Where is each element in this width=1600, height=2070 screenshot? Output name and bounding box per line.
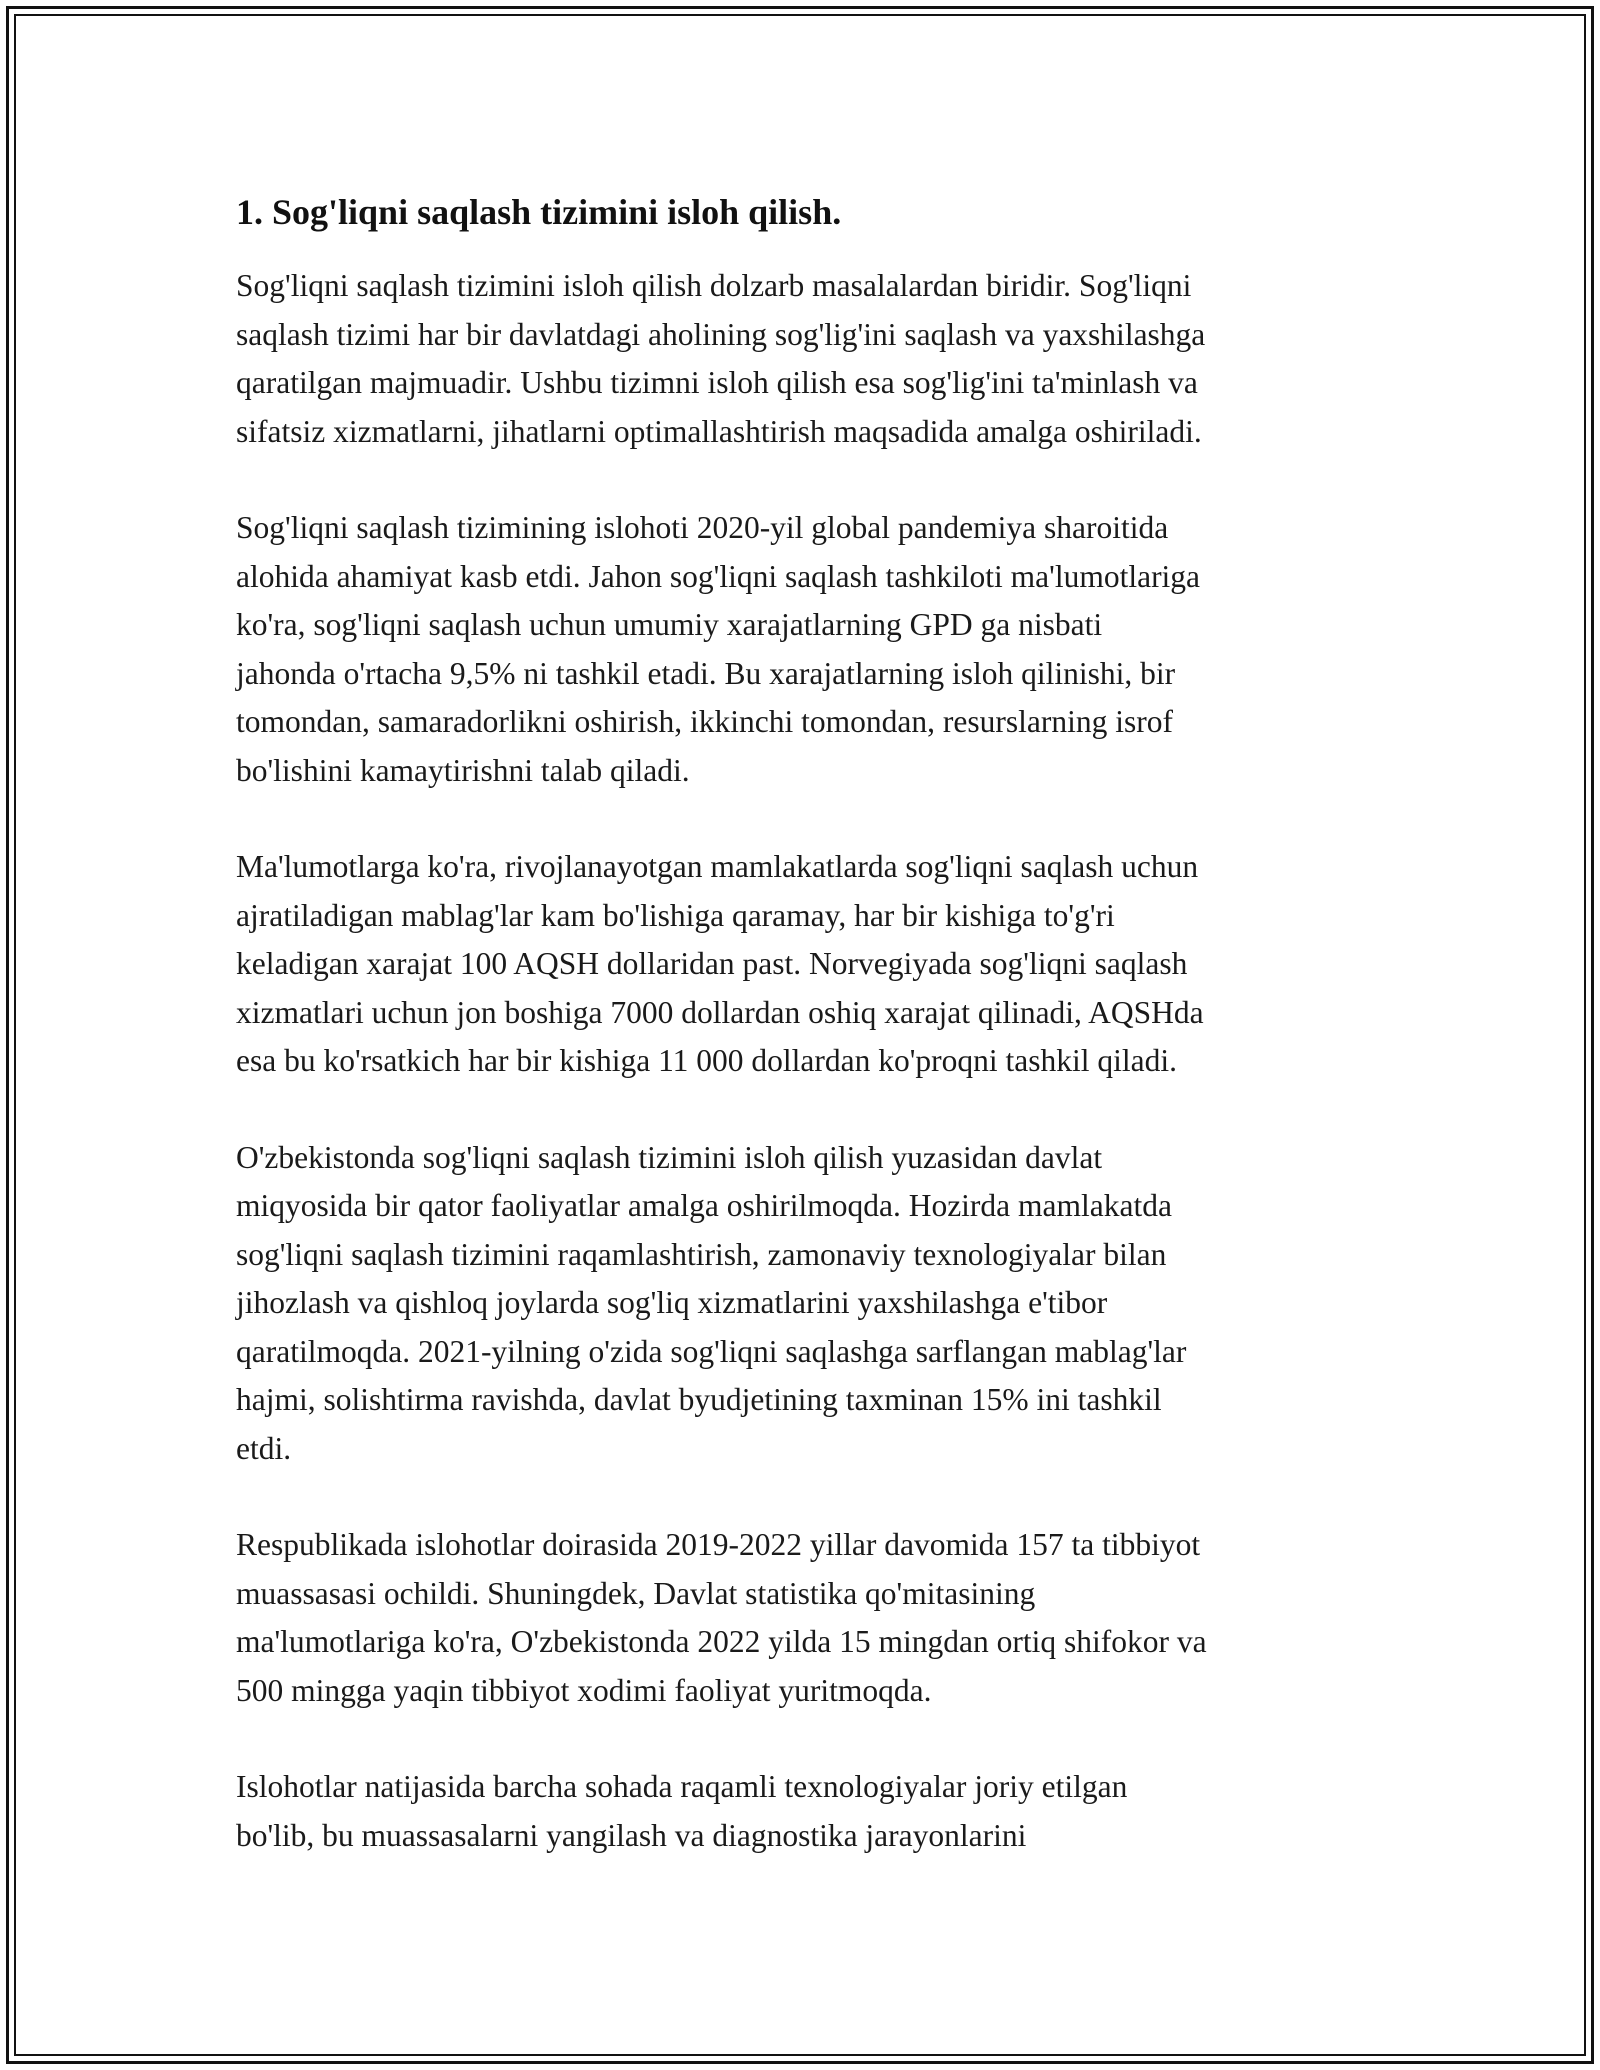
- paragraph-6: [236, 1763, 1386, 1860]
- paragraph-line: qaratilgan majmuadir. Ushbu tizimni isloh qilish esa sog'lig'ini ta'minlash va: [236, 365, 1198, 400]
- paragraph-line: Islohotlar natijasida barcha sohada raqamli texnologiyalar joriy etilgan: [236, 1769, 1128, 1804]
- paragraph-line: miqyosida bir qator faoliyatlar amalga oshirilmoqda. Hozirda mamlakatda: [236, 1188, 1172, 1223]
- paragraph-line: xizmatlari uchun jon boshiga 7000 dollardan oshiq xarajat qilinadi, AQSHda: [236, 994, 1204, 1030]
- paragraph-line: sog'liqni saqlash tizimini raqamlashtirish, zamonaviy texnologiyalar bilan: [236, 1236, 1167, 1272]
- paragraph-2: [236, 504, 1386, 795]
- paragraph-line: 500 mingga yaqin tibbiyot xodimi faoliyat yuritmoqda.: [236, 1672, 932, 1708]
- document-body: [236, 188, 1386, 1908]
- paragraph-line: bo'lishini kamaytirishni talab qiladi.: [236, 752, 690, 788]
- paragraph-line: qaratilmoqda. 2021-yilning o'zida sog'liqni saqlashga sarflangan mablag'lar: [236, 1333, 1187, 1369]
- paragraph-4: [236, 1134, 1386, 1474]
- paragraph-line: alohida ahamiyat kasb etdi. Jahon sog'liqni saqlash tashkiloti ma'lumotlariga: [236, 558, 1201, 594]
- paragraph-line: saqlash tizimi har bir davlatdagi aholining sog'lig'ini saqlash va yaxshilashga: [236, 316, 1206, 352]
- paragraph-line: Sog'liqni saqlash tizimini isloh qilish dolzarb masalalardan biridir. Sog'liqni: [236, 268, 1192, 303]
- paragraph-5: [236, 1521, 1386, 1715]
- paragraph-line: Respublikada islohotlar doirasida 2019-2022 yillar davomida 157 ta tibbiyot: [236, 1527, 1201, 1562]
- paragraph-line: ma'lumotlariga ko'ra, O'zbekistonda 2022 yilda 15 mingdan ortiq shifokor va: [236, 1624, 1207, 1659]
- paragraph-line: O'zbekistonda sog'liqni saqlash tizimini isloh qilish yuzasidan davlat: [236, 1139, 1103, 1175]
- paragraph-1: [236, 262, 1386, 456]
- paragraph-line: bo'lib, bu muassasalarni yangilash va diagnostika jarayonlarini: [236, 1817, 1027, 1853]
- section-heading: 1. Sog'liqni saqlash tizimini isloh qilish.: [236, 192, 842, 232]
- paragraph-line: jihozlash va qishloq joylarda sog'liq xizmatlarini yaxshilashga e'tibor: [236, 1285, 1108, 1320]
- paragraph-line: Sog'liqni saqlash tizimining islohoti 2020-yil global pandemiya sharoitida: [236, 510, 1169, 545]
- paragraph-line: keladigan xarajat 100 AQSH dollaridan past. Norvegiyada sog'liqni saqlash: [236, 946, 1188, 981]
- paragraph-line: etdi.: [236, 1430, 292, 1466]
- paragraph-line: hajmi, solishtirma ravishda, davlat byudjetining taxminan 15% ini tashkil: [236, 1382, 1162, 1417]
- paragraph-line: jahonda o'rtacha 9,5% ni tashkil etadi. Bu xarajatlarning isloh qilinishi, bir: [236, 655, 1176, 691]
- paragraph-line: ajratiladigan mablag'lar kam bo'lishiga qaramay, har bir kishiga to'g'ri: [236, 897, 1115, 933]
- paragraph-line: Ma'lumotlarga ko'ra, rivojlanayotgan mamlakatlarda sog'liqni saqlash uchun: [236, 849, 1199, 884]
- paragraph-3: [236, 843, 1386, 1086]
- paragraph-line: tomondan, samaradorlikni oshirish, ikkinchi tomondan, resurslarning isrof: [236, 704, 1173, 739]
- paragraph-line: sifatsiz xizmatlarni, jihatlarni optimallashtirish maqsadida amalga oshiriladi.: [236, 413, 1202, 449]
- paragraph-line: ko'ra, sog'liqni saqlash uchun umumiy xarajatlarning GPD ga nisbati: [236, 607, 1103, 642]
- paragraph-line: muassasasi ochildi. Shuningdek, Davlat statistika qo'mitasining: [236, 1575, 1036, 1611]
- paragraph-line: esa bu ko'rsatkich har bir kishiga 11 000 dollardan ko'proqni tashkil qiladi.: [236, 1043, 1178, 1078]
